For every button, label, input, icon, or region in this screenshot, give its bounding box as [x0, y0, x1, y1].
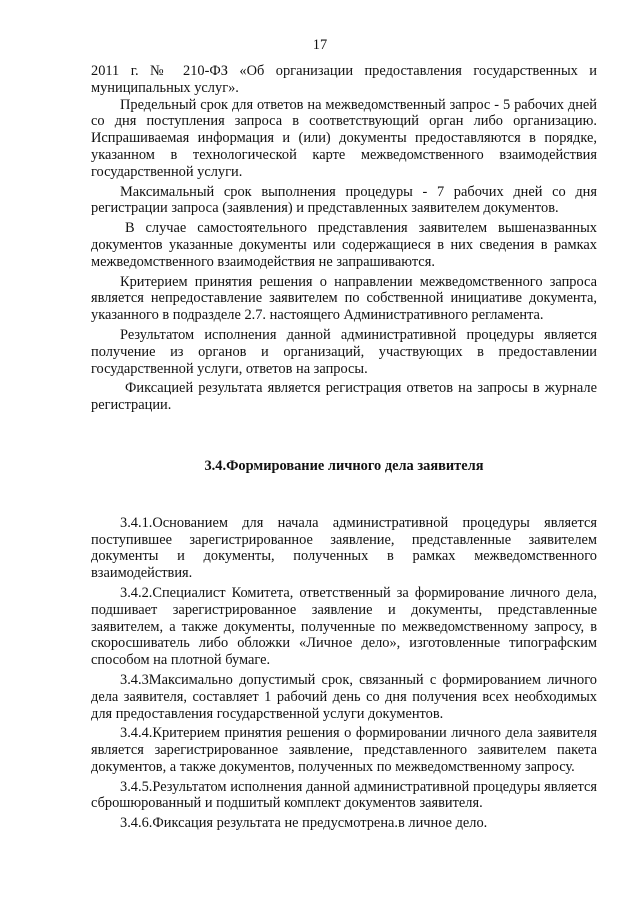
paragraph: Предельный срок для ответов на межведомственный запрос - 5 рабочих дней со дня поступления запроса в соответствующий орган либо организацию. Испрашиваемая информация и (или) документы предоставляются в порядке, указанном в технологической карте межведомственного взаимодействия государственной услуги. — [91, 96, 597, 180]
paragraph: 3.4.4.Критерием принятия решения о формировании личного дела заявителя является зарегистрированное заявление, представленного заявителем пакета документов, а также документов, полученных по межведомственному запросу. — [91, 725, 597, 775]
paragraph: 3.4.2.Специалист Комитета, ответственный за формирование личного дела, подшивает зарегистрированное заявление и документы, представленные заявителем, а также документы, полученные по межведомственному запросу, в скоросшиватель либо обложки «Личное дело», изготовленные типографским способом на плотной бумаге. — [91, 584, 597, 669]
paragraph: 3.4.5.Результатом исполнения данной административной процедуры является сброшюрованный и подшитый комплект документов заявителя. — [91, 778, 597, 812]
paragraph: 3.4.6.Фиксация результата не предусмотрена.в личное дело. — [120, 815, 488, 832]
paragraph: 3.4.3Максимально допустимый срок, связанный с формированием личного дела заявителя, составляет 1 рабочий день со дня получения всех необходимых для предоставления государственной услуги документов. — [91, 671, 597, 722]
section-heading: 3.4.Формирование личного дела заявителя — [204, 457, 484, 474]
document-body — [91, 63, 597, 832]
paragraph: Фиксацией результата является регистрация ответов на запросы в журнале регистрации. — [91, 380, 597, 414]
paragraph: Результатом исполнения данной административной процедуры является получение из органов и организаций, участвующих в предоставлении государственной услуги, ответов на запросы. — [91, 326, 597, 377]
page-number: 17 — [312, 37, 328, 53]
paragraph: 2011 г. № 210-ФЗ «Об организации предоставления государственных и муниципальных услуг». — [91, 63, 597, 96]
paragraph: Критерием принятия решения о направлении межведомственного запроса является непредоставление заявителем по собственной инициативе документа, указанного в подразделе 2.7. настоящего Административного регламента. — [91, 273, 597, 324]
paragraph: Максимальный срок выполнения процедуры - 7 рабочих дней со дня регистрации запроса (заявления) и представленных заявителем документов. — [91, 183, 597, 217]
paragraph: 3.4.1.Основанием для начала административной процедуры является поступившее зарегистрированное заявление, представленные заявителем документы и документы, полученных в рамках межведомственного взаимодействия. — [91, 514, 597, 582]
paragraph: В случае самостоятельного представления заявителем вышеназванных документов указанные документы или содержащиеся в них сведения в рамках межведомственного взаимодействия не запрашиваются. — [91, 220, 597, 270]
